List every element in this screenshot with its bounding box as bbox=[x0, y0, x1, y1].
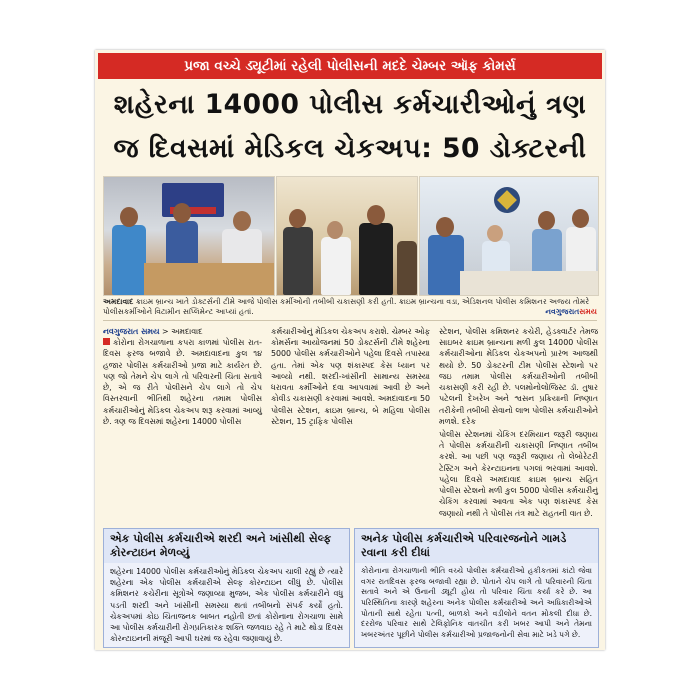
sidebar-box-families-sent-home bbox=[354, 528, 599, 648]
box-2-body: કોરોનાના રોગચાળાની ભીતિ વચ્ચે પોલીસ કર્મચારીઓ હકીકતમાં કાંટો જેવા વગર રાતદિવસ ફરજ બજાવી રહ્યા છે. પોતાને ચેપ લાગે તો પરિવારની ચિંતા સતાવે અને એ ઉનાની ડ્યૂટી હોય તો પરિવાર ચિંતા કર્યા કરે છે. આ પરિસ્થિતિના કારણે શહેરના અનેક પોલીસ કર્મચારીઓ અને અધિકારીઓએ પોતાની સાથે રહેતા પત્ની, બાળકો અને વડીલોને વતન મોકલી દીધા છે. દરરોજ પરિવાર સાથે ટેલિફોનિક વાતચીત કરી ખબર આપી અને તેમના ખબરઅંતર પૂછીને પોલીસ કર્મચારીઓ પ્રજાજનોની સેવા માટે ખડે પગે છે. bbox=[361, 566, 592, 639]
photo-caption bbox=[103, 297, 597, 321]
article-byline bbox=[103, 326, 262, 337]
caption-text: ક્રાઇમ બ્રાન્ચ ખાતે ડોક્ટર્સની ટીમે આજે પોલીસ કર્મીઓની તબીબી ચકાસણી કરી હતી. ક્રાઇમ બ્રાન્ચના વડા, એડિશનલ પોલીસ કમિશનર અજય તોમરે પોલીસકર્મીઓને વિટામીન સપ્લિમેન્ટ આપ્યાં હતાં. bbox=[103, 297, 590, 316]
caption-brand-main: નવગુજરાત bbox=[545, 307, 580, 316]
caption-brand-tail: સમય bbox=[579, 307, 597, 316]
column-1-text: કોરોના રોગચાળાના કપરા કાળમાં પોલીસ રાત-દિવસ ફરજ બજાવે છે. અમદાવાદના કુલ ૧૪ હજાર પોલીસ કર્મચારીઓ પ્રજા માટે કાર્યરત છે. પણ જો તેમને ચેપ લાગે તો પરિવારની ચિંતા સતાવે છે, એ જ રીતે પોલીસને ચેપ લાગે તો ચેપ વિસ્તરવાની ભીતિથી શહેરના તમામ પોલીસ કર્મચારીઓનું મેડિકલ ચેકઅપ શરૂ કરવામાં આવ્યું છે. ત્રણ જ દિવસમાં શહેરના 14000 પોલીસ bbox=[103, 338, 262, 426]
column-2-text: કર્મચારીઓનું મેડિકલ ચેકઅપ કરાશે. ચેમ્બર ઓફ કોમર્સના આયોજનમાં 50 ડોક્ટર્સની ટીમે શહેરના 5000 પોલીસ કર્મચારીઓને પહેલા દિવસે તપાસ્યા હતા. તેમાં એક પણ શંકાસ્પદ કેસ ધ્યાન પર આવ્યો નથી. શરદી-ખાંસીની સામાન્ય સમસ્યા ધરાવતા કર્મીઓને દવા આપવામાં આવી છે અને કોવીડ ચકાસણી કરવામાં આવશે. અમદાવાદના 50 પોલીસ સ્ટેશન, ક્રાઇમ બ્રાન્ચ, બે મહિલા પોલીસ સ્ટેશન, 15 ટ્રાફિક પોલીસ bbox=[271, 327, 430, 426]
byline-publication: નવગુજરાત સમય bbox=[103, 327, 160, 336]
column-3-text: સ્ટેશન, પોલીસ કમિશનર કચેરી, હેડક્વાર્ટર તેમજ સાઇબર ક્રાઇમ બ્રાન્ચના મળી કુલ 14000 પોલીસ કર્મચારીઓના મેડિકલ ચેકઅપનો પ્રારંભ આજથી થયો છે. 50 ડોક્ટરની ટીમ પોલીસ સ્ટેશનો પર જઇ તમામ પોલીસ કર્મચારીઓની તબીબી ચકાસણી કરી રહી છે. પલમોનોલોજિસ્ટ ડૉ. તુષાર પટેલની દેખરેખ અને શ્વસન પ્રક્રિયાની નિષ્ણાત તરીકેની તબીબી સેવાનો લાભ પોલીસ કર્મચારીઓને મળશે. દરેક bbox=[439, 327, 598, 426]
photo-office-checkup bbox=[419, 176, 599, 296]
box-2-title: અનેક પોલીસ કર્મચારીએ પરિવારજનોને ગામડે રવાના કરી દીધાં bbox=[355, 529, 598, 563]
sidebar-box-self-quarantine bbox=[103, 528, 350, 648]
article-column-1 bbox=[103, 326, 262, 427]
article-column-3 bbox=[439, 326, 598, 519]
article-column-2 bbox=[271, 326, 430, 427]
box-1-title: એક પોલીસ કર્મચારીએ શરદી અને ખાંસીથી સેલ્ફ કોરન્ટાઇન મેળવ્યું bbox=[104, 529, 349, 563]
column-4-text: પોલીસ સ્ટેશનમાં ચેકિંગ દરમિયાન જરૂરી જણાય તે પોલીસ કર્મચારીની ચકાસણી નિષ્ણાત તબીબ કરશે. આ પછી પણ જરૂરી જણાય તો લેબોરેટરી ટેસ્ટિંગ અને કેરન્ટાઇનના પગલાં ભરવામાં આવશે. પહેલા દિવસે અમદાવાદ ક્રાઇમ બ્રાન્ચ સહિત પોલીસ સ્ટેશનો મળી કુલ 5000 પોલીસ કર્મચારીનું ચેકિંગ કરવામાં આવતા એક પણ શંકાસ્પદ કેસ જણાયો નથી તે પોલીસ તંત્ર માટે રાહતની વાત છે. bbox=[439, 429, 598, 518]
box-1-body: શહેરના 14000 પોલીસ કર્મચારીઓનું મેડિકલ ચેકઅપ ચાલી રહ્યું છે ત્યારે શહેરના એક પોલીસ કર્મચારીએ સેલ્ફ કોરન્ટાઇન લીધું છે. પોલીસ કમિશનર કચેરીના સૂત્રોએ જણાવ્યા મુજબ, એક પોલીસ કર્મચારીને વધુ પડતી શરદી અને ખાંસીની સમસ્યા થતાં તબીબનો સંપર્ક કર્યો હતો. ચેકઅપમાં કોઇ ચિંતાજનક બાબત નહોતી છતાં કોરોનાના રોગચાળા સામે આ પોલીસ કર્મચારીની રોગપ્રતિકારક શક્તિ જળવાઇ રહે તે માટે થોડા દિવસ કોરન્ટાઇનની મંજૂરી આપી ઘરમાં જ રહેવા જણાવાયું છે. bbox=[110, 567, 343, 644]
caption-place: અમદાવાદ bbox=[103, 297, 134, 306]
byline-dateline: > અમદાવાદ bbox=[161, 327, 203, 336]
headline-line-2: જ દિવસમાં મેડિકલ ચેકઅપ: 50 ડોક્ટરની bbox=[113, 133, 587, 164]
headline-line-1: શહેરના 14000 પોલીસ કર્મચારીઓનું ત્રણ bbox=[113, 89, 587, 120]
photo-checkup-hall bbox=[276, 176, 418, 296]
kicker-banner: પ્રજા વચ્ચે ડ્યૂટીમાં રહેલી પોલીસની મદદે ચેમ્બર ઑફ કોમર્સ bbox=[98, 53, 602, 79]
red-square-bullet bbox=[103, 338, 110, 345]
photo-hospital-desk bbox=[103, 176, 275, 296]
newspaper-clipping bbox=[95, 50, 605, 650]
article-body bbox=[103, 326, 597, 524]
caption-brand bbox=[545, 307, 597, 317]
